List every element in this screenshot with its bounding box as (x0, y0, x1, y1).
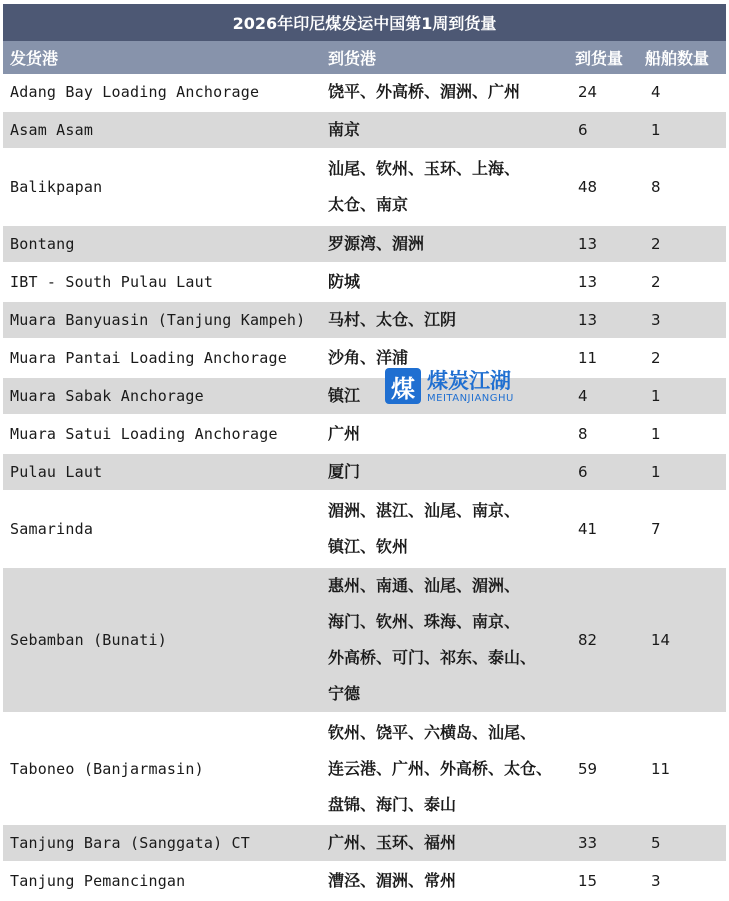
cell-port: Balikpapan (3, 149, 321, 225)
header-volume: 到货量 (571, 41, 641, 74)
cell-destination (321, 491, 571, 567)
cell-volume: 13 (571, 301, 641, 339)
table-row (3, 453, 726, 491)
cell-destination (321, 111, 571, 149)
cell-ships: 11 (641, 713, 726, 824)
table-row (3, 111, 726, 149)
destination-line: 连云港、广州、外高桥、太仓、 (328, 758, 553, 778)
table-row (3, 491, 726, 567)
cell-volume: 6 (571, 453, 641, 491)
table-row (3, 225, 726, 263)
cell-destination (321, 225, 571, 263)
cell-ships: 8 (641, 149, 726, 225)
destination-line: 罗源湾、湄洲 (328, 234, 425, 253)
cell-volume: 11 (571, 339, 641, 377)
destination-line: 沙角、洋浦 (328, 348, 409, 367)
destination-line: 镇江、钦州 (328, 537, 409, 556)
cell-destination (321, 263, 571, 301)
destination-line: 漕泾、湄洲、常州 (328, 871, 457, 890)
cell-volume: 8 (571, 415, 641, 453)
cell-ships: 2 (641, 339, 726, 377)
cell-ships: 7 (641, 491, 726, 567)
destination-line: 广州 (328, 424, 361, 443)
report-table-container (3, 4, 726, 901)
cell-volume: 33 (571, 824, 641, 862)
destination-line: 湄洲、湛江、汕尾、南京、 (328, 501, 521, 520)
cell-ships: 2 (641, 263, 726, 301)
table-row (3, 74, 726, 111)
destination-line: 宁德 (328, 684, 361, 703)
table-row (3, 415, 726, 453)
destination-line: 南京 (328, 120, 361, 139)
cell-ships: 1 (641, 111, 726, 149)
cell-ships: 4 (641, 74, 726, 111)
cell-port: Asam Asam (3, 111, 321, 149)
cell-port: Muara Sabak Anchorage (3, 377, 321, 415)
cell-ships: 14 (641, 567, 726, 713)
cell-volume: 82 (571, 567, 641, 713)
table-row (3, 824, 726, 862)
table-row (3, 301, 726, 339)
table-row (3, 713, 726, 824)
destination-line: 海门、钦州、珠海、南京、 (328, 612, 521, 631)
header-ships: 船舶数量 (641, 41, 726, 74)
cell-port: Muara Banyuasin (Tanjung Kampeh) (3, 301, 321, 339)
cell-destination (321, 567, 571, 713)
cell-port: Muara Satui Loading Anchorage (3, 415, 321, 453)
cell-volume: 13 (571, 263, 641, 301)
table-row (3, 377, 726, 415)
cell-ships: 3 (641, 301, 726, 339)
cell-port: IBT - South Pulau Laut (3, 263, 321, 301)
cell-ships: 1 (641, 377, 726, 415)
cell-volume: 13 (571, 225, 641, 263)
header-destination: 到货港 (321, 41, 571, 74)
table-header-row (3, 41, 726, 74)
cell-destination (321, 824, 571, 862)
table-row (3, 339, 726, 377)
cell-destination (321, 415, 571, 453)
cell-ships: 3 (641, 862, 726, 900)
cell-port: Adang Bay Loading Anchorage (3, 74, 321, 111)
cell-volume: 15 (571, 862, 641, 900)
cell-destination (321, 74, 571, 111)
logo-icon: 煤 (385, 368, 421, 404)
cell-port: Taboneo (Banjarmasin) (3, 713, 321, 824)
cell-ships: 1 (641, 453, 726, 491)
cell-port: Tanjung Pemancingan (3, 862, 321, 900)
destination-line: 外高桥、可门、祁东、泰山、 (328, 648, 537, 667)
table-title: 2026年印尼煤发运中国第1周到货量 (3, 4, 726, 41)
destination-line: 饶平、外高桥、湄洲、广州 (328, 82, 521, 101)
cell-destination (321, 862, 571, 900)
table-row (3, 263, 726, 301)
cell-volume: 6 (571, 111, 641, 149)
cell-volume: 24 (571, 74, 641, 111)
cell-ships: 5 (641, 824, 726, 862)
table-row (3, 862, 726, 900)
cell-port: Pulau Laut (3, 453, 321, 491)
destination-line: 防城 (328, 272, 361, 291)
cell-port: Bontang (3, 225, 321, 263)
cell-volume: 59 (571, 713, 641, 824)
destination-line: 厦门 (328, 462, 361, 481)
cell-port: Samarinda (3, 491, 321, 567)
cell-port: Tanjung Bara (Sanggata) CT (3, 824, 321, 862)
cell-port: Muara Pantai Loading Anchorage (3, 339, 321, 377)
cell-destination (321, 713, 571, 824)
watermark-logo (385, 368, 514, 404)
logo-name-en: MEITANJIANGHU (427, 392, 514, 404)
destination-line: 钦州、饶平、六横岛、汕尾、 (328, 722, 537, 742)
destination-line: 太仓、南京 (328, 195, 409, 214)
cell-destination (321, 149, 571, 225)
table-body (3, 74, 726, 900)
destination-line: 盘锦、海门、泰山 (328, 794, 457, 814)
destination-line: 马村、太仓、江阴 (328, 310, 457, 329)
shipment-table (3, 41, 726, 901)
cell-port: Sebamban (Bunati) (3, 567, 321, 713)
cell-destination (321, 301, 571, 339)
table-row (3, 567, 726, 713)
destination-line: 汕尾、钦州、玉环、上海、 (328, 159, 521, 178)
cell-volume: 48 (571, 149, 641, 225)
destination-line: 镇江 (328, 386, 361, 405)
header-port: 发货港 (3, 41, 321, 74)
cell-destination (321, 453, 571, 491)
destination-line: 广州、玉环、福州 (328, 833, 457, 852)
logo-name-cn: 煤炭江湖 (427, 368, 511, 393)
cell-ships: 2 (641, 225, 726, 263)
destination-line: 惠州、南通、汕尾、湄洲、 (328, 576, 521, 595)
table-row (3, 149, 726, 225)
cell-volume: 41 (571, 491, 641, 567)
cell-volume: 4 (571, 377, 641, 415)
cell-ships: 1 (641, 415, 726, 453)
